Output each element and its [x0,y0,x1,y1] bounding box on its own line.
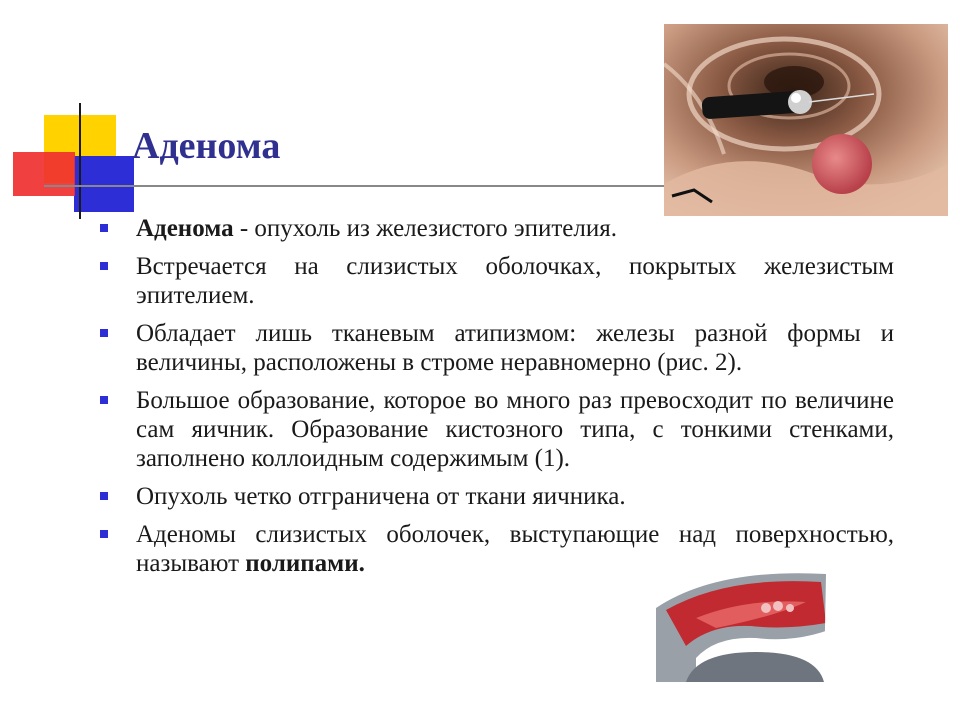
bold-term: Аденома [136,215,234,242]
list-item [100,252,894,310]
bullet-marker [100,396,108,404]
decor-vertical-line [79,103,81,219]
list-item [100,386,894,473]
bullet-text: Встречается на слизистых оболочках, покрытых железистым эпителием. [136,253,894,309]
slide-title: Аденома [132,125,281,167]
bullet-list [100,214,894,587]
bullet-text: Обладает лишь тканевым атипизмом: железы разной формы и величины, расположены в строме неравномерно (рис. 2). [136,320,894,376]
title-underline [44,185,692,187]
bullet-marker [100,492,108,500]
list-item [100,482,894,511]
bullet-marker [100,530,108,538]
bullet-text: - опухоль из железистого эпителия. [233,215,618,242]
decor-square-blue [74,156,134,212]
list-item [100,214,894,243]
endoscopy-polyp-photo [664,24,948,216]
bullet-text: Большое образование, которое во много раз превосходит по величине сам яичник. Образование кистозного типа, с тонкими стенками, заполнено коллоидным содержимым (1). [136,387,894,472]
bullet-marker [100,224,108,232]
bold-term: полипами. [245,550,365,577]
list-item [100,319,894,377]
nasal-cavity-polyp-illustration [656,568,848,682]
bullet-text: Аденомы слизистых оболочек, выступающие над поверхностью, называют [136,521,894,577]
decor-square-red [13,152,75,196]
bullet-marker [100,262,108,270]
bullet-marker [100,329,108,337]
bullet-text: Опухоль четко отграничена от ткани яичника. [136,483,626,510]
